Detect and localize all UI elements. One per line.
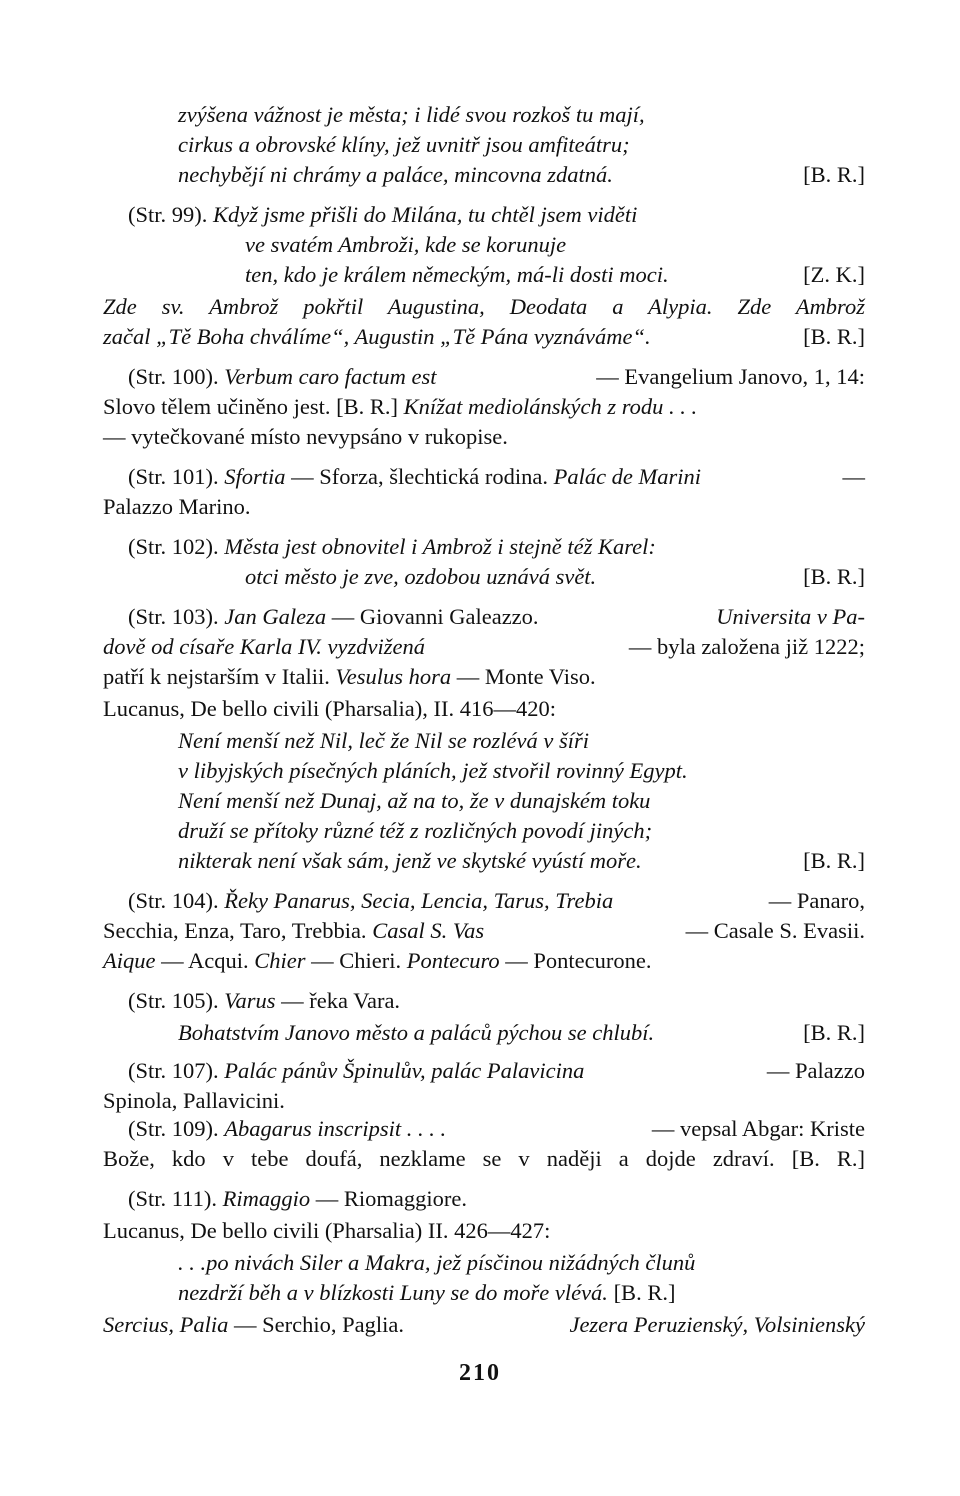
verse-text: Knížat mediolánských z rodu . . .	[403, 394, 698, 419]
gloss: — Casale S. Evasii.	[685, 918, 865, 943]
note-line	[128, 986, 865, 1016]
latin-term: Palác pánův Špinulův, palác Palavicina	[224, 1058, 585, 1083]
note-line	[103, 662, 865, 692]
verse-line-with-source	[178, 846, 865, 876]
latin-term: Aique	[103, 948, 156, 973]
page-ref: (Str. 99).	[128, 202, 208, 227]
source-mark: [B. R.]	[803, 162, 865, 187]
verse-text: nezdrží běh a v blízkosti Luny se do moře vlévá.	[178, 1280, 608, 1305]
gloss: — Serchio, Paglia.	[234, 1312, 405, 1337]
verse-text: otci město je zve, ozdobou uznává svět.	[245, 564, 597, 589]
latin-term: Jan Galeza	[224, 604, 327, 629]
latin-term: Jezera Peruzienský, Volsinienský	[569, 1312, 865, 1337]
verse-line: v libyjských písečných pláních, jež stvořil rovinný Egypt.	[178, 758, 688, 783]
note-line	[128, 200, 865, 230]
verse-line: . . .po nivách Siler a Makra, jež písčinou nižádných člunů	[178, 1250, 696, 1275]
verse-line: cirkus a obrovské klíny, jež uvnitř jsou amfiteátru;	[178, 132, 630, 157]
note-line: — vytečkované místo nevypsáno v rukopise.	[103, 424, 508, 449]
verse-line-with-source	[178, 1018, 865, 1048]
gloss: Secchia, Enza, Taro, Trebbia.	[103, 918, 367, 943]
page-ref: (Str. 105).	[128, 988, 219, 1013]
citation-line: Lucanus, De bello civili (Pharsalia), II. 416—420:	[103, 696, 557, 721]
note-line: Palazzo Marino.	[103, 494, 251, 519]
note-line	[128, 886, 865, 916]
note-line	[128, 1114, 865, 1144]
note-line	[128, 462, 865, 492]
latin-term: Casal S. Vas	[372, 918, 485, 943]
latin-term: dově od císaře Karla IV. vyzdvižená	[103, 634, 426, 659]
verse-text: začal „Tě Boha chválíme“, Augustin „Tě Pána vyznáváme“.	[103, 324, 651, 349]
verse-text: nechybějí ni chrámy a paláce, mincovna zdatná.	[178, 162, 613, 187]
note-line	[128, 1056, 865, 1086]
latin-term: Palác de Marini	[553, 464, 702, 489]
latin-term: Abagarus inscripsit . . . .	[224, 1116, 447, 1141]
latin-term: Pontecuro	[406, 948, 500, 973]
verse-line-with-source	[245, 562, 865, 592]
note-line	[103, 392, 865, 422]
page-ref: (Str. 102).	[128, 534, 219, 559]
verse-text: ten, kdo je králem německým, má-li dosti moci.	[245, 262, 669, 287]
latin-term: Universita v Pa-	[716, 604, 865, 629]
gloss: patří k nejstarším v Italii.	[103, 664, 330, 689]
latin-term: Řeky Panarus, Secia, Lencia, Tarus, Trebia	[224, 888, 614, 913]
verse-text: Města jest obnovitel i Ambrož i stejně též Karel:	[224, 534, 656, 559]
gloss: — Panaro,	[768, 888, 865, 913]
page-ref: (Str. 104).	[128, 888, 219, 913]
source-mark: [B. R.]	[803, 564, 865, 589]
gloss: Slovo tělem učiněno jest. [B. R.]	[103, 394, 398, 419]
note-line	[103, 632, 865, 662]
gloss: — Acqui.	[161, 948, 249, 973]
source-mark: [B. R.]	[803, 324, 865, 349]
latin-term: Varus	[224, 988, 276, 1013]
gloss: — Evangelium Janovo, 1, 14:	[596, 364, 865, 389]
verse-line: Není menší než Nil, leč že Nil se rozlévá v šíři	[178, 728, 589, 753]
source-mark: [Z. K.]	[803, 262, 865, 287]
page-number: 210	[459, 1360, 501, 1386]
latin-term: Vesulus hora	[335, 664, 452, 689]
gloss: — byla založena již 1222;	[628, 634, 865, 659]
gloss: — Giovanni Galeazzo.	[331, 604, 539, 629]
source-mark: [B. R.]	[803, 848, 865, 873]
page-ref: (Str. 109).	[128, 1116, 219, 1141]
source-mark: [B. R.]	[613, 1280, 676, 1305]
page-ref: (Str. 100).	[128, 364, 219, 389]
page-ref: (Str. 111).	[128, 1186, 217, 1211]
page-ref: (Str. 103).	[128, 604, 219, 629]
verse-line: ve svatém Ambroži, kde se korunuje	[245, 232, 567, 257]
verse-text: Když jsme přišli do Milána, tu chtěl jsem viděti	[213, 202, 638, 227]
verse-line-with-source	[245, 260, 865, 290]
note-line	[103, 1310, 865, 1340]
latin-term: Sfortia	[224, 464, 286, 489]
note-line	[103, 946, 865, 976]
gloss: — Monte Viso.	[456, 664, 596, 689]
latin-term: Sercius, Palia	[103, 1312, 229, 1337]
latin-term: Rimaggio	[222, 1186, 311, 1211]
note-line	[128, 532, 865, 562]
verse-line-with-source	[178, 1278, 865, 1308]
verse-line-with-source	[178, 160, 865, 190]
gloss: — Pontecurone.	[505, 948, 652, 973]
note-line	[128, 1184, 865, 1214]
source-mark: [B. R.]	[803, 1020, 865, 1045]
note-line: Bože, kdo v tebe doufá, nezklame se v naději a dojde zdraví. [B. R.]	[103, 1146, 865, 1171]
gloss: — vepsal Abgar: Kriste	[651, 1116, 865, 1141]
citation-line: Lucanus, De bello civili (Pharsalia) II. 426—427:	[103, 1218, 551, 1243]
latin-term: Chier	[254, 948, 306, 973]
verse-line: Zde sv. Ambrož pokřtil Augustina, Deodata a Alypia. Zde Ambrož	[103, 294, 865, 319]
verse-line: zvýšena vážnost je města; i lidé svou rozkoš tu mají,	[178, 102, 645, 127]
verse-line: Není menší než Dunaj, až na to, že v dunajském toku	[178, 788, 651, 813]
note-line	[103, 916, 865, 946]
verse-text: Bohatstvím Janovo město a paláců pýchou se chlubí.	[178, 1020, 655, 1045]
gloss: — řeka Vara.	[281, 988, 401, 1013]
gloss: — Palazzo	[766, 1058, 865, 1083]
note-line: Spinola, Pallavicini.	[103, 1088, 285, 1113]
dash: —	[842, 464, 865, 489]
latin-term: Verbum caro factum est	[224, 364, 437, 389]
gloss: — Chieri.	[311, 948, 402, 973]
verse-line: druží se přítoky různé též z rozličných povodí jiných;	[178, 818, 653, 843]
note-line	[128, 362, 865, 392]
verse-line-with-source	[103, 322, 865, 352]
page-ref: (Str. 107).	[128, 1058, 219, 1083]
note-line	[128, 602, 865, 632]
gloss: — Riomaggiore.	[315, 1186, 467, 1211]
gloss: — Sforza, šlechtická rodina.	[291, 464, 548, 489]
page-ref: (Str. 101).	[128, 464, 219, 489]
verse-text: nikterak není však sám, jenž ve skytské vyústí moře.	[178, 848, 642, 873]
